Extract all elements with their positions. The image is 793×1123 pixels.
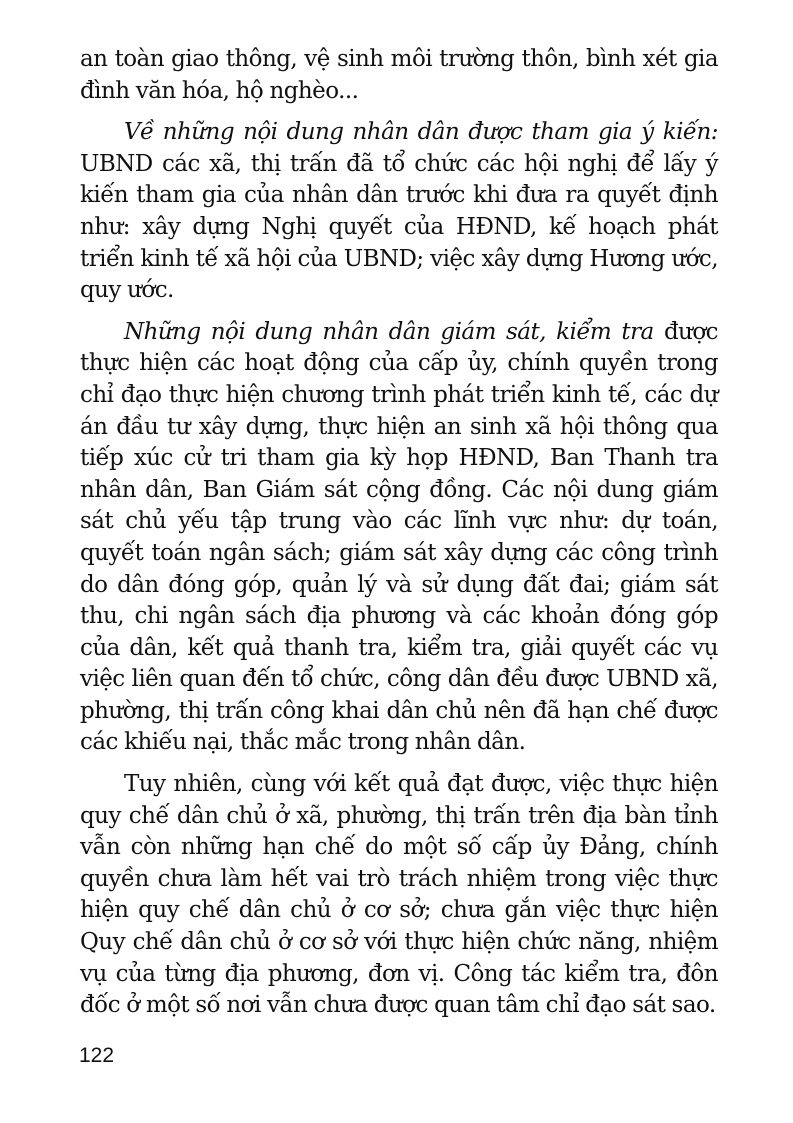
paragraph-text: Tuy nhiên, cùng với kết quả đạt được, việc thực hiện quy chế dân chủ ở xã, phường, thị trấn trên địa bàn tỉnh vẫn còn những hạn chế do một số cấp ủy Đảng, chính quyền chưa làm hết vai trò trách nhiệm trong việc thực hiện quy chế dân chủ ở cơ sở; chưa gắn việc thực hiện Quy chế dân chủ ở cơ sở với thực hiện chức năng, nhiệm vụ của từng địa phương, đơn vị. Công tác kiểm tra, đôn đốc ở một số nơi vẫn chưa được quan tâm chỉ đạo sát sao. xyxy=(80,771,718,1019)
paragraph-supervision xyxy=(80,317,718,759)
page-body xyxy=(80,44,718,1022)
paragraph-limitations xyxy=(80,769,718,1022)
paragraph-opinion xyxy=(80,117,718,307)
paragraph-text: được thực hiện các hoạt động của cấp ủy, chính quyền trong chỉ đạo thực hiện chương trình phát triển kinh tế, các dự án đầu tư xây dựng, thực hiện an sinh xã hội thông qua tiếp xúc cử tri tham gia kỳ họp HĐND, Ban Thanh tra nhân dân, Ban Giám sát cộng đồng. Các nội dung giám sát chủ yếu tập trung vào các lĩnh vực như: dự toán, quyết toán ngân sách; giám sát xây dựng các công trình do dân đóng góp, quản lý và sử dụng đất đai; giám sát thu, chi ngân sách địa phương và các khoản đóng góp của dân, kết quả thanh tra, kiểm tra, giải quyết các vụ việc liên quan đến tổ chức, công dân đều được UBND xã, phường, thị trấn công khai dân chủ nên đã hạn chế được các khiếu nại, thắc mắc trong nhân dân. xyxy=(80,318,719,756)
paragraph-continuation xyxy=(80,44,718,107)
paragraph-lead-italic: Về những nội dung nhân dân được tham gia ý kiến: xyxy=(124,119,718,146)
page-number: 122 xyxy=(79,1044,115,1067)
paragraph-lead-italic: Những nội dung nhân dân giám sát, kiểm tra xyxy=(124,318,654,345)
paragraph-text: an toàn giao thông, vệ sinh môi trường thôn, bình xét gia đình văn hóa, hộ nghèo... xyxy=(80,46,718,104)
paragraph-text: UBND các xã, thị trấn đã tổ chức các hội nghị để lấy ý kiến tham gia của nhân dân trước khi đưa ra quyết định như: xây dựng Nghị quyết của HĐND, kế hoạch phát triển kinh tế xã hội của UBND; việc xây dựng Hương ước, quy ước. xyxy=(80,150,718,304)
